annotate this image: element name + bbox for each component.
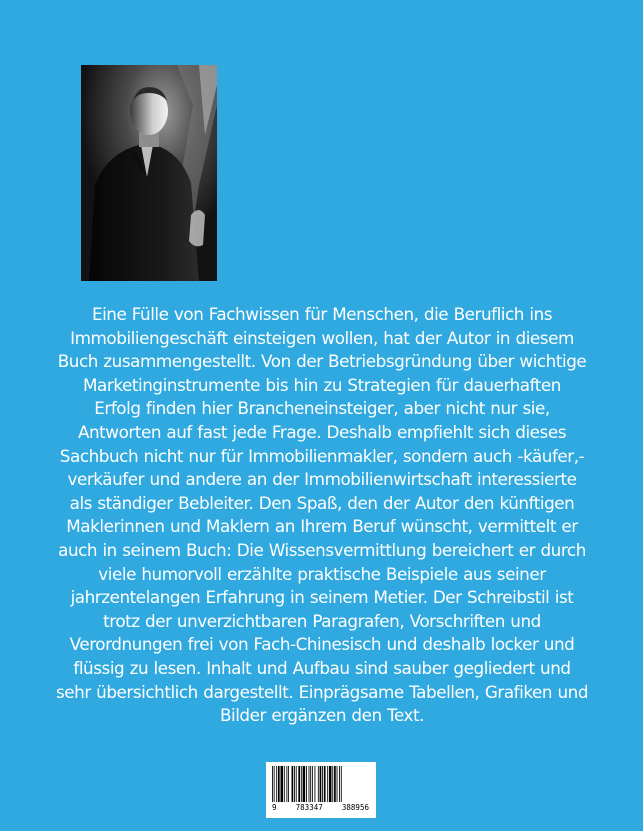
barcode-digits xyxy=(272,802,370,813)
barcode-bar xyxy=(315,766,316,802)
barcode-bar xyxy=(276,766,277,802)
barcode-bar xyxy=(281,766,284,802)
author-portrait-image xyxy=(81,65,217,281)
blurb-line: auch in seinem Buch: Die Wissensvermittlung bereichert er durch xyxy=(58,539,586,560)
blurb-line: Erfolg finden hier Brancheneinsteiger, aber nicht nur sie, xyxy=(94,398,550,419)
barcode-group-1: 783347 xyxy=(295,803,323,812)
barcode-bar xyxy=(288,766,289,802)
barcode-bar xyxy=(322,766,323,802)
blurb-line: Bilder ergänzen den Text. xyxy=(219,705,425,726)
barcode-bar xyxy=(318,766,319,802)
barcode-bar xyxy=(286,766,287,802)
barcode-bar xyxy=(312,766,313,802)
blurb-line: Verordnungen frei von Fach-Chinesisch und deshalb locker und xyxy=(69,634,575,655)
blurb-line: Eine Fülle von Fachwissen für Menschen, die Beruflich ins xyxy=(91,304,553,324)
blurb-line: sehr übersichtlich dargestellt. Einprägsame Tabellen, Grafiken und xyxy=(55,681,589,702)
blurb-line: Marketinginstrumente bis hin zu Strategien für dauerhaften xyxy=(83,374,561,395)
blurb-line: als ständiger Bebleiter. Den Spaß, den der Autor den künftigen xyxy=(69,492,575,513)
barcode-bar xyxy=(320,766,322,802)
author-photo xyxy=(81,65,217,281)
barcode-bar xyxy=(334,766,336,802)
barcode-bar xyxy=(296,766,297,802)
barcode-bar xyxy=(272,766,273,802)
barcode-bar xyxy=(310,766,311,802)
barcode-bar xyxy=(332,766,333,802)
barcode-bar xyxy=(309,766,310,802)
barcode-group-2: 388956 xyxy=(341,803,369,812)
barcode-prefix-digit: 9 xyxy=(272,803,277,812)
barcode-bars xyxy=(272,766,370,802)
blurb-line: trotz der unverzichtbaren Paragrafen, Vorschriften und xyxy=(103,610,541,631)
barcode-bar xyxy=(298,766,300,802)
blurb-line: Sachbuch nicht nur für Immobilienmakler, sondern auch -käufer,- xyxy=(59,445,585,466)
barcode-bar xyxy=(274,766,275,802)
barcode-bar xyxy=(341,766,342,802)
blurb-line: jahrzentelangen Erfahrung in seinem Metier. Der Schreibstil ist xyxy=(70,587,574,608)
blurb-line: viele humorvoll erzählte praktische Beispiele aus seiner xyxy=(98,563,546,584)
barcode-bar xyxy=(324,766,326,802)
barcode-bar xyxy=(303,766,306,802)
blurb-line: Antworten auf fast jede Frage. Deshalb empfiehlt sich dieses xyxy=(77,421,567,442)
barcode-bar xyxy=(278,766,280,802)
blurb-line: Immobiliengeschäft einsteigen wollen, hat der Autor in diesem xyxy=(70,327,574,348)
barcode-bar xyxy=(284,766,285,802)
barcode-bar xyxy=(329,766,332,802)
blurb-line: flüssig zu lesen. Inhalt und Aufbau sind sauber gegliedert und xyxy=(73,657,571,678)
blurb-line: verkäufer und andere an der Immobilienwirtschaft interessierte xyxy=(67,469,577,490)
barcode-bar xyxy=(306,766,307,802)
barcode-bar xyxy=(337,766,338,802)
blurb-line: Buch zusammengestellt. Von der Betriebsgründung über wichtige xyxy=(57,351,587,372)
isbn-barcode xyxy=(266,762,376,818)
barcode-bar xyxy=(294,766,295,802)
blurb-line: Maklerinnen und Maklern an Ihrem Beruf wünscht, vermittelt er xyxy=(66,516,578,537)
barcode-bar xyxy=(301,766,302,802)
barcode-bar xyxy=(327,766,328,802)
barcode-bar xyxy=(292,766,294,802)
barcode-bar xyxy=(339,766,340,802)
back-cover-blurb xyxy=(22,303,622,728)
